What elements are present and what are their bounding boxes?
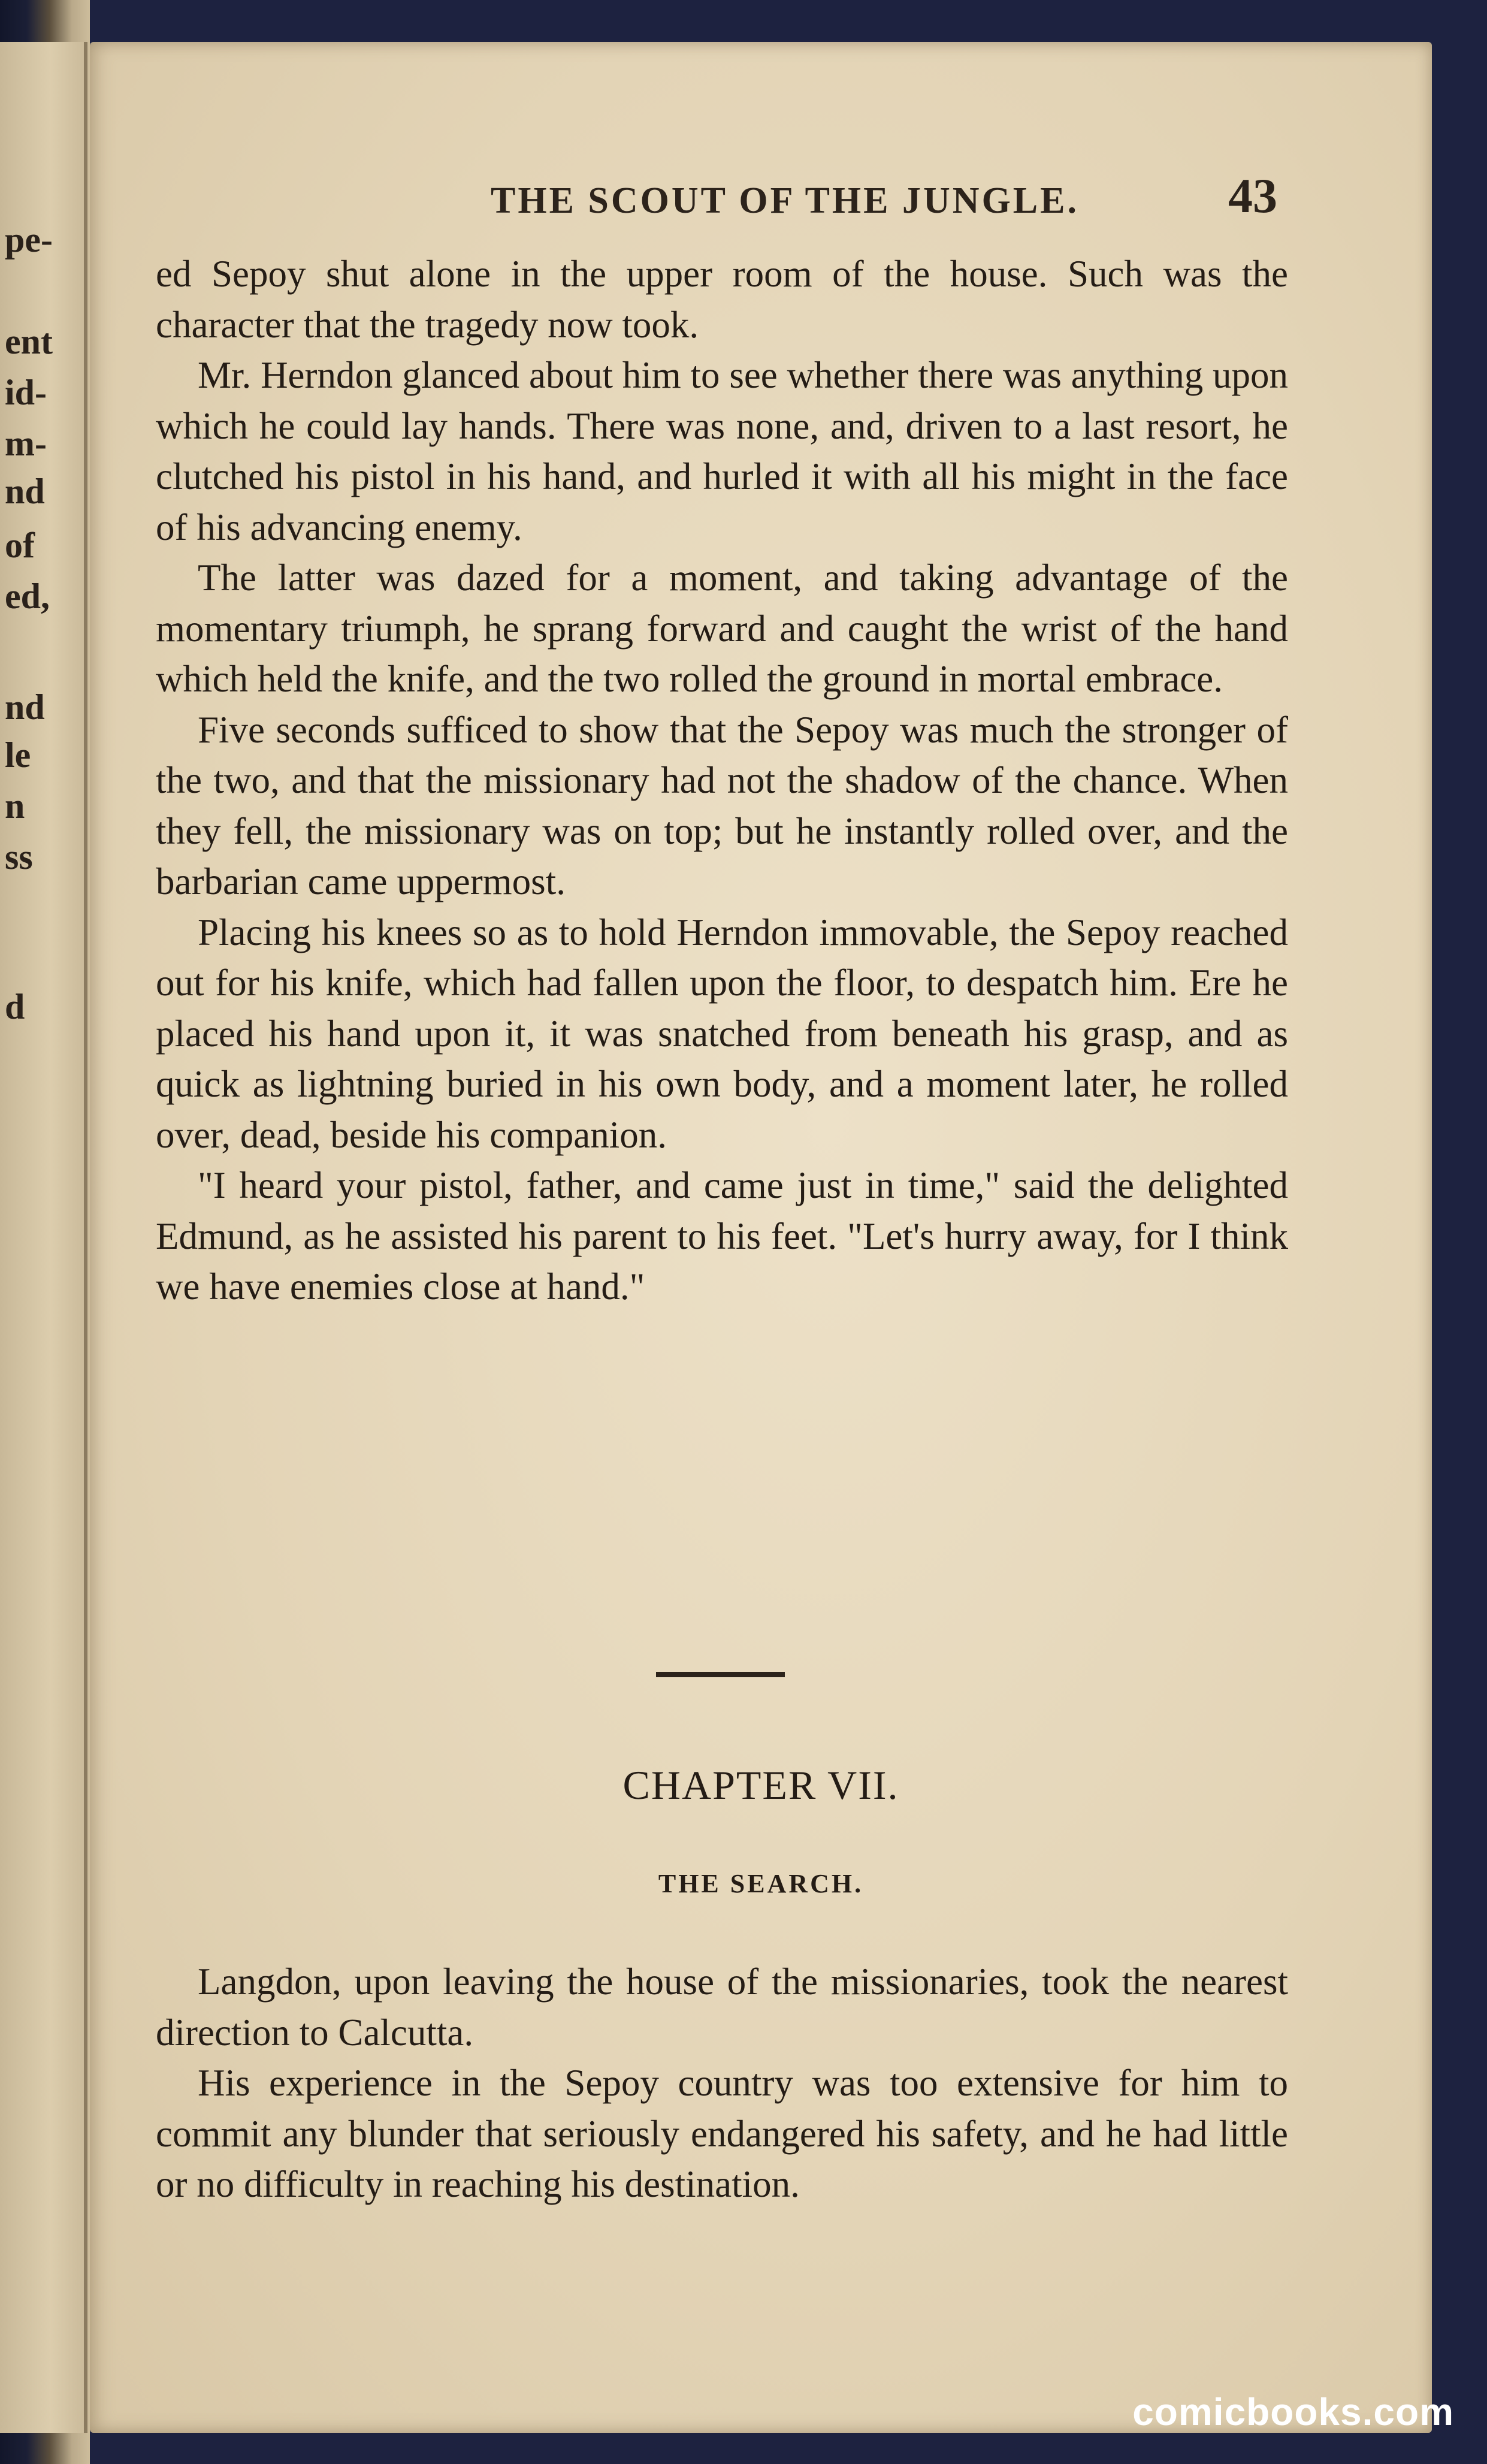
prev-page-fragment: pe- (5, 220, 53, 259)
prev-page-fragment: id- (5, 373, 47, 412)
book-page (90, 42, 1432, 2433)
paragraph: Mr. Herndon glanced about him to see whether there was anything upon which he could lay hands. There was none, and, driven to a last resort, he clutched his pistol in his hand, and hurled it with all his might in the face of his advancing enemy. (156, 354, 1288, 548)
prev-page-fragment: le (5, 735, 31, 775)
watermark: comicbooks.com (1132, 2390, 1454, 2433)
prev-page-fragment: n (5, 786, 25, 826)
paragraph: "I heard your pistol, father, and came just in time," said the delighted Edmund, as he assisted his parent to his feet. "Let's hurry away, for I think we have enemies close at hand." (156, 1164, 1288, 1308)
running-head: THE SCOUT OF THE JUNGLE. (490, 180, 1079, 221)
prev-page-fragment: ss (5, 837, 33, 877)
paragraph: Five seconds sufficed to show that the Sepoy was much the stronger of the two, and that the missionary had not the shadow of the chance. When they fell, the missionary was on top; but he instantly rolled over, and the barbarian came uppermost. (156, 708, 1288, 902)
prev-page-fragment: ed, (5, 576, 50, 616)
paragraph: ed Sepoy shut alone in the upper room of the house. Such was the character that the tragedy now took. (156, 253, 1288, 346)
prev-page-fragment: d (5, 987, 25, 1026)
prev-page-fragment: nd (5, 687, 45, 727)
paragraph: Langdon, upon leaving the house of the missionaries, took the nearest direction to Calcutta. (156, 1961, 1288, 2054)
body-text (156, 249, 1288, 1312)
paragraph: His experience in the Sepoy country was too extensive for him to commit any blunder that seriously endangered his safety, and he had little or no difficulty in reaching his destination. (156, 2062, 1288, 2205)
chapter-text (156, 1956, 1288, 2210)
prev-page-fragment: ent (5, 322, 53, 361)
paragraph: Placing his knees so as to hold Herndon immovable, the Sepoy reached out for his knife, which had fallen upon the floor, to despatch him. Ere he placed his hand upon it, it was snatched from beneath his grasp, and as quick as lightning buried in his own body, and a moment later, he rolled over, dead, beside his companion. (156, 911, 1288, 1156)
section-divider (656, 1672, 785, 1677)
prev-page-fragment: m- (5, 424, 47, 463)
chapter-subtitle: THE SEARCH. (658, 1869, 864, 1898)
chapter-title: CHAPTER VII. (622, 1762, 899, 1808)
page-number: 43 (1228, 168, 1277, 223)
prev-page-fragment: of (5, 526, 35, 565)
paragraph: The latter was dazed for a moment, and taking advantage of the momentary triumph, he sprang forward and caught the wrist of the hand which held the knife, and the two rolled the ground in mortal embrace. (156, 557, 1288, 700)
prev-page-fragment: nd (5, 472, 45, 511)
previous-page-edge (0, 42, 87, 2433)
